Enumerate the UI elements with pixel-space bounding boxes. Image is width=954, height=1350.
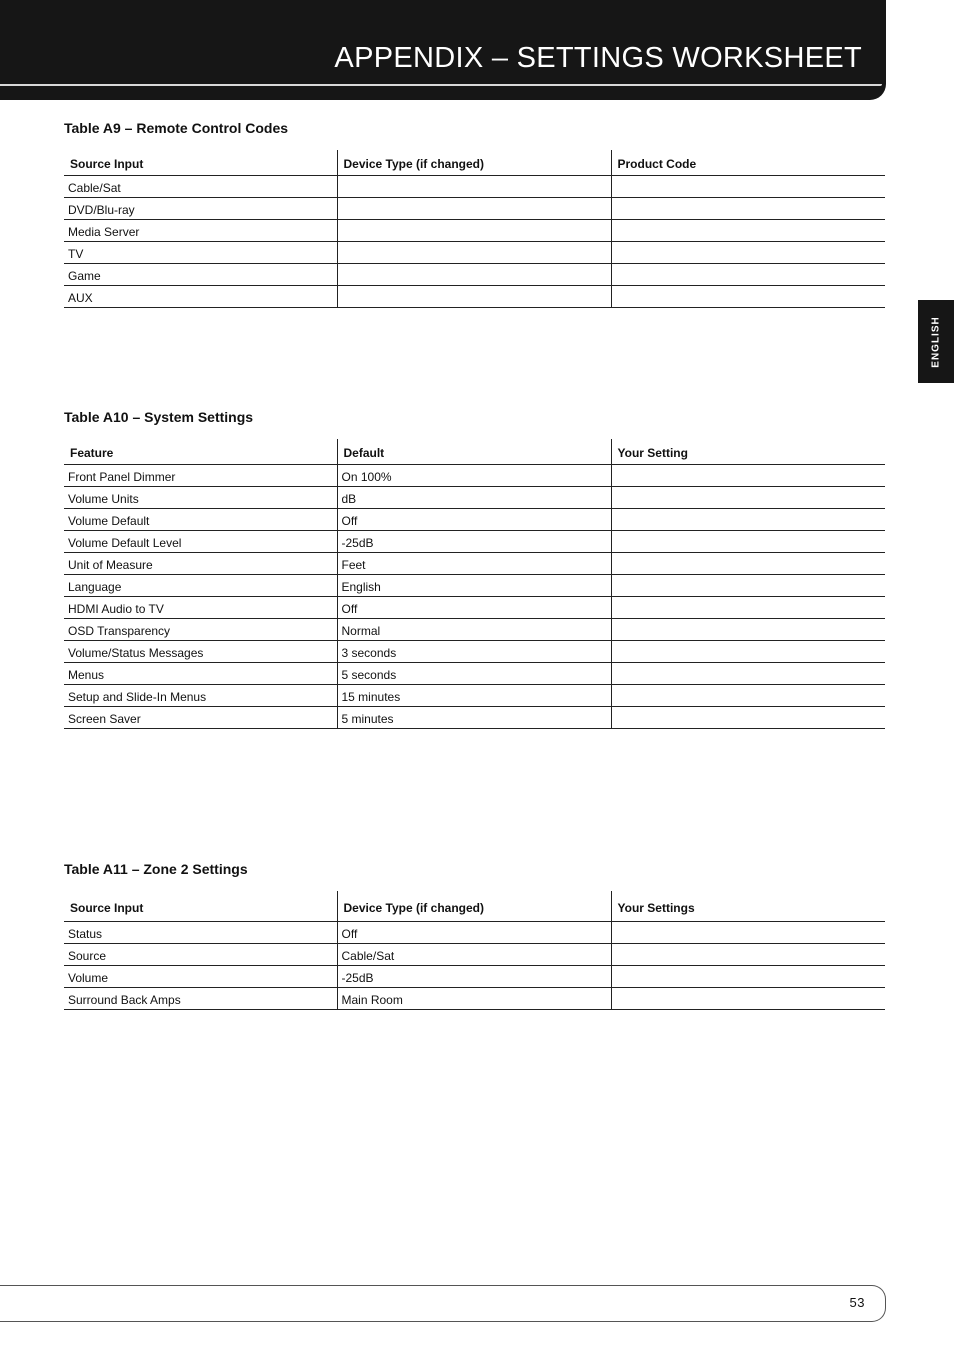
column-header-product-code: Product Code <box>611 150 885 175</box>
table-row <box>64 943 885 965</box>
your-setting-cell[interactable] <box>611 508 885 530</box>
language-tab-label: ENGLISH <box>930 315 942 368</box>
default-cell: Off <box>337 508 611 530</box>
your-setting-cell[interactable] <box>611 684 885 706</box>
table-header-row <box>64 150 885 175</box>
table-row <box>64 464 885 486</box>
column-header-default: Default <box>337 439 611 464</box>
feature-cell: HDMI Audio to TV <box>64 596 337 618</box>
device-type-cell: Main Room <box>337 987 611 1009</box>
column-header-source-input: Source Input <box>64 891 337 921</box>
table-row <box>64 618 885 640</box>
table-row <box>64 596 885 618</box>
table-row <box>64 706 885 728</box>
source-input-cell: Status <box>64 921 337 943</box>
source-input-cell: Media Server <box>64 219 337 241</box>
device-type-cell[interactable] <box>337 197 611 219</box>
your-settings-cell[interactable] <box>611 965 885 987</box>
device-type-cell: Off <box>337 921 611 943</box>
default-cell: 3 seconds <box>337 640 611 662</box>
source-input-cell: Volume <box>64 965 337 987</box>
default-cell: On 100% <box>337 464 611 486</box>
table-row <box>64 684 885 706</box>
your-settings-cell[interactable] <box>611 987 885 1009</box>
default-cell: Normal <box>337 618 611 640</box>
table-row <box>64 662 885 684</box>
zone-2-settings-table <box>64 891 885 1010</box>
column-header-source-input: Source Input <box>64 150 337 175</box>
column-header-device-type: Device Type (if changed) <box>337 891 611 921</box>
column-header-device-type: Device Type (if changed) <box>337 150 611 175</box>
table-row <box>64 987 885 1009</box>
table-row <box>64 486 885 508</box>
feature-cell: Language <box>64 574 337 596</box>
your-setting-cell[interactable] <box>611 530 885 552</box>
device-type-cell[interactable] <box>337 241 611 263</box>
device-type-cell: Cable/Sat <box>337 943 611 965</box>
your-setting-cell[interactable] <box>611 574 885 596</box>
remote-control-codes-table <box>64 150 885 308</box>
table-row <box>64 197 885 219</box>
product-code-cell[interactable] <box>611 263 885 285</box>
source-input-cell: Source <box>64 943 337 965</box>
device-type-cell[interactable] <box>337 263 611 285</box>
header-accent-line <box>0 84 882 86</box>
your-setting-cell[interactable] <box>611 640 885 662</box>
language-tab <box>918 300 954 383</box>
feature-cell: Volume Default <box>64 508 337 530</box>
default-cell: Off <box>337 596 611 618</box>
table-a9-title: Table A9 – Remote Control Codes <box>64 120 289 136</box>
table-row <box>64 285 885 307</box>
system-settings-table <box>64 439 885 729</box>
table-row <box>64 640 885 662</box>
device-type-cell[interactable] <box>337 219 611 241</box>
source-input-cell: AUX <box>64 285 337 307</box>
your-setting-cell[interactable] <box>611 662 885 684</box>
feature-cell: Screen Saver <box>64 706 337 728</box>
table-row <box>64 241 885 263</box>
feature-cell: Menus <box>64 662 337 684</box>
column-header-your-settings: Your Settings <box>611 891 885 921</box>
default-cell: 5 seconds <box>337 662 611 684</box>
device-type-cell[interactable] <box>337 285 611 307</box>
feature-cell: Volume/Status Messages <box>64 640 337 662</box>
default-cell: dB <box>337 486 611 508</box>
your-setting-cell[interactable] <box>611 706 885 728</box>
feature-cell: Front Panel Dimmer <box>64 464 337 486</box>
table-row <box>64 574 885 596</box>
your-setting-cell[interactable] <box>611 618 885 640</box>
table-a10-title: Table A10 – System Settings <box>64 409 254 425</box>
table-row <box>64 921 885 943</box>
product-code-cell[interactable] <box>611 219 885 241</box>
feature-cell: Unit of Measure <box>64 552 337 574</box>
your-setting-cell[interactable] <box>611 596 885 618</box>
page-footer <box>0 1285 886 1322</box>
your-setting-cell[interactable] <box>611 486 885 508</box>
default-cell: English <box>337 574 611 596</box>
device-type-cell[interactable] <box>337 175 611 197</box>
column-header-feature: Feature <box>64 439 337 464</box>
table-row <box>64 219 885 241</box>
feature-cell: Setup and Slide-In Menus <box>64 684 337 706</box>
product-code-cell[interactable] <box>611 241 885 263</box>
your-setting-cell[interactable] <box>611 552 885 574</box>
feature-cell: OSD Transparency <box>64 618 337 640</box>
device-type-cell: -25dB <box>337 965 611 987</box>
default-cell: -25dB <box>337 530 611 552</box>
your-settings-cell[interactable] <box>611 943 885 965</box>
source-input-cell: TV <box>64 241 337 263</box>
table-row <box>64 508 885 530</box>
page-number: 53 <box>849 1295 865 1310</box>
table-row <box>64 175 885 197</box>
product-code-cell[interactable] <box>611 175 885 197</box>
column-header-your-setting: Your Setting <box>611 439 885 464</box>
table-header-row <box>64 891 885 921</box>
source-input-cell: Surround Back Amps <box>64 987 337 1009</box>
table-row <box>64 965 885 987</box>
table-row <box>64 552 885 574</box>
default-cell: 15 minutes <box>337 684 611 706</box>
page-title: APPENDIX – SETTINGS WORKSHEET <box>334 42 862 74</box>
your-settings-cell[interactable] <box>611 921 885 943</box>
source-input-cell: DVD/Blu-ray <box>64 197 337 219</box>
source-input-cell: Game <box>64 263 337 285</box>
feature-cell: Volume Units <box>64 486 337 508</box>
table-row <box>64 530 885 552</box>
page-header <box>0 0 886 100</box>
default-cell: Feet <box>337 552 611 574</box>
product-code-cell[interactable] <box>611 285 885 307</box>
source-input-cell: Cable/Sat <box>64 175 337 197</box>
table-header-row <box>64 439 885 464</box>
table-row <box>64 263 885 285</box>
feature-cell: Volume Default Level <box>64 530 337 552</box>
your-setting-cell[interactable] <box>611 464 885 486</box>
product-code-cell[interactable] <box>611 197 885 219</box>
default-cell: 5 minutes <box>337 706 611 728</box>
table-a11-title: Table A11 – Zone 2 Settings <box>64 861 248 877</box>
